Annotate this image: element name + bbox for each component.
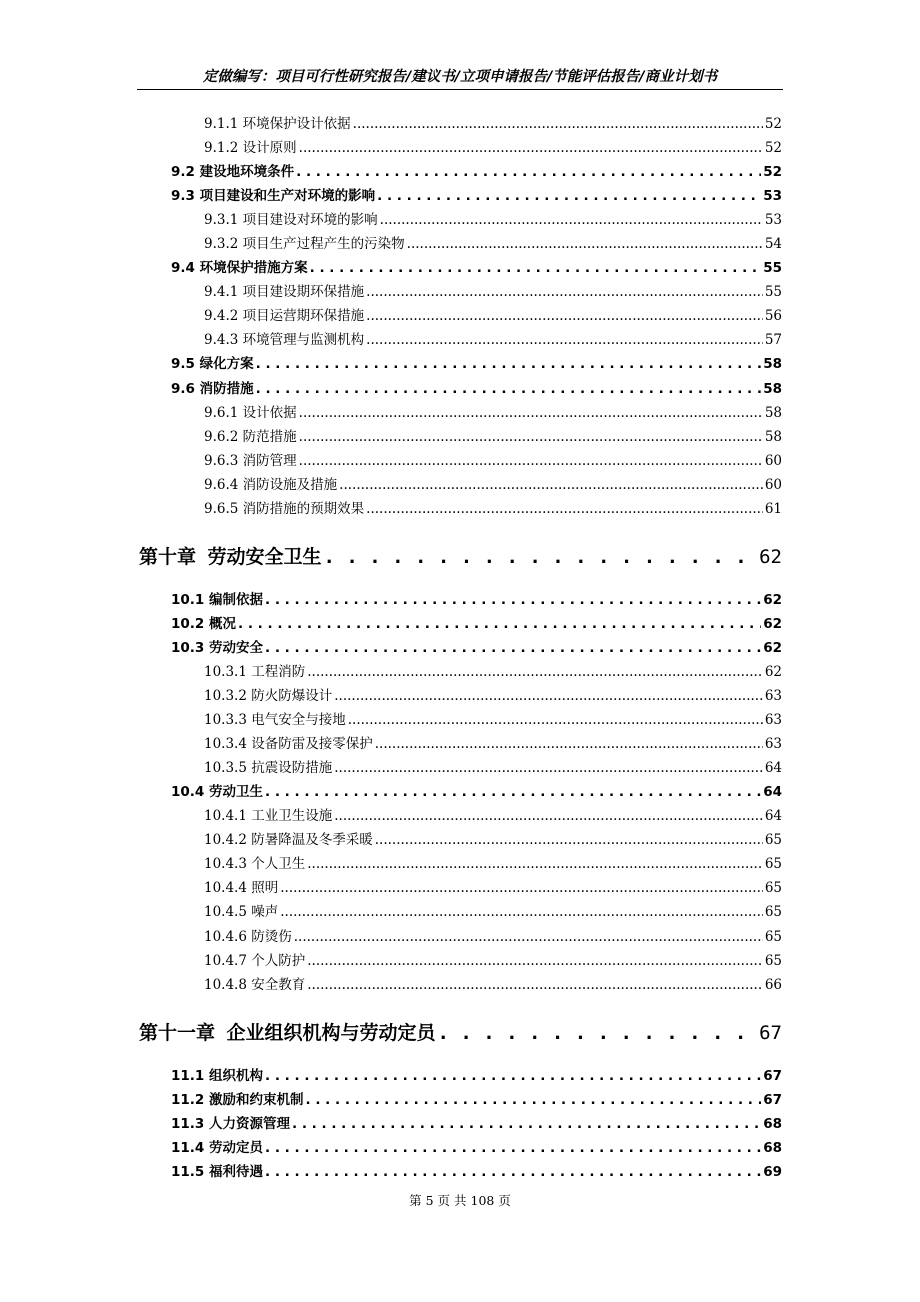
toc-page-number: 65: [764, 904, 782, 920]
toc-leader-dots: [265, 780, 761, 804]
toc-page-number: 62: [763, 640, 782, 656]
toc-entry-title: 9.3.2 项目生产过程产生的污染物: [204, 236, 405, 252]
toc-subsection-entry[interactable]: [204, 280, 782, 304]
toc-entry-title: 10.4.4 照明: [204, 880, 279, 896]
toc-section-entry[interactable]: [171, 1112, 782, 1136]
toc-section-entry[interactable]: [171, 256, 782, 280]
toc-page-number: 62: [764, 664, 782, 680]
toc-leader-dots: [307, 660, 763, 684]
toc-entry-title: 11.1 组织机构: [171, 1068, 264, 1084]
toc-entry-title: 10.3.4 设备防雷及接零保护: [204, 736, 373, 752]
toc-entry-title: 10.3.3 电气安全与接地: [204, 712, 346, 728]
toc-page-number: 60: [764, 453, 782, 469]
toc-entry-title: 9.3.1 项目建设对环境的影响: [204, 212, 378, 228]
toc-entry-title: 10.4.2 防暑降温及冬季采暖: [204, 832, 373, 848]
toc-leader-dots: [339, 473, 763, 497]
page-footer: 第 5 页 共 108 页: [409, 1193, 511, 1208]
toc-leader-dots: [377, 184, 761, 208]
toc-subsection-entry[interactable]: [204, 804, 782, 828]
toc-entry-title: 11.5 福利待遇: [171, 1164, 264, 1180]
toc-section-entry[interactable]: [171, 184, 782, 208]
toc-page-number: 54: [764, 236, 782, 252]
toc-leader-dots: [265, 588, 761, 612]
toc-leader-dots: [334, 756, 763, 780]
toc-chapter-entry[interactable]: [139, 1018, 782, 1048]
toc-subsection-entry[interactable]: [204, 756, 782, 780]
toc-leader-dots: [366, 328, 763, 352]
toc-entry-title: 10.4 劳动卫生: [171, 784, 264, 800]
toc-subsection-entry[interactable]: [204, 449, 782, 473]
toc-entry-title: 9.2 建设地环境条件: [171, 164, 295, 180]
toc-subsection-entry[interactable]: [204, 684, 782, 708]
toc-entry-title: 11.3 人力资源管理: [171, 1116, 291, 1132]
toc-leader-dots: [265, 636, 761, 660]
toc-subsection-entry[interactable]: [204, 876, 782, 900]
toc-entry-title: 9.6.5 消防措施的预期效果: [204, 501, 365, 517]
toc-leader-dots: [296, 160, 761, 184]
toc-section-entry[interactable]: [171, 160, 782, 184]
toc-page-number: 58: [764, 405, 782, 421]
toc-page-number: 53: [764, 212, 782, 228]
toc-page-number: 69: [763, 1164, 782, 1180]
toc-page-number: 63: [764, 712, 782, 728]
toc-leader-dots: [307, 973, 763, 997]
toc-entry-title: 10.3.5 抗震设防措施: [204, 760, 333, 776]
toc-leader-dots: [265, 1064, 761, 1088]
toc-entry-title: 9.4.3 环境管理与监测机构: [204, 332, 365, 348]
toc-page-number: 68: [763, 1116, 782, 1132]
toc-leader-dots: [334, 804, 763, 828]
toc-leader-dots: [294, 925, 763, 949]
toc-page-number: 67: [759, 1022, 782, 1044]
toc-leader-dots: [265, 1160, 761, 1184]
toc-page-number: 61: [764, 501, 782, 517]
toc-leader-dots: [366, 280, 763, 304]
toc-subsection-entry[interactable]: [204, 925, 782, 949]
toc-leader-dots: [299, 401, 763, 425]
toc-leader-dots: [292, 1112, 761, 1136]
toc-subsection-entry[interactable]: [204, 136, 782, 160]
toc-leader-dots: [280, 876, 763, 900]
toc-page-number: 55: [764, 284, 782, 300]
toc-page-number: 55: [763, 260, 782, 276]
toc-subsection-entry[interactable]: [204, 732, 782, 756]
toc-entry-title: 10.1 编制依据: [171, 592, 264, 608]
page-header: 定做编写：项目可行性研究报告/建议书/立项申请报告/节能评估报告/商业计划书: [202, 69, 718, 85]
toc-leader-dots: [375, 732, 763, 756]
toc-entry-title: 9.6.3 消防管理: [204, 453, 297, 469]
toc-entry-title: 9.4 环境保护措施方案: [171, 260, 308, 276]
toc-subsection-entry[interactable]: [204, 401, 782, 425]
toc-leader-dots: [307, 949, 763, 973]
toc-subsection-entry[interactable]: [204, 660, 782, 684]
toc-entry-title: 10.4.8 安全教育: [204, 977, 306, 993]
toc-leader-dots: [353, 112, 763, 136]
toc-entry-title: 9.6 消防措施: [171, 381, 254, 397]
toc-subsection-entry[interactable]: [204, 900, 782, 924]
toc-leader-dots: [299, 136, 763, 160]
toc-page-number: 64: [764, 808, 782, 824]
toc-page-number: 67: [763, 1092, 782, 1108]
toc-page-number: 64: [763, 784, 782, 800]
toc-leader-dots: [407, 232, 763, 256]
toc-entry-title: 9.4.1 项目建设期环保措施: [204, 284, 365, 300]
toc-leader-dots: [334, 684, 763, 708]
toc-entry-title: 10.3.2 防火防爆设计: [204, 688, 333, 704]
toc-leader-dots: [238, 612, 761, 636]
toc-section-entry[interactable]: [171, 1160, 782, 1184]
toc-page-number: 52: [763, 164, 782, 180]
toc-subsection-entry[interactable]: [204, 949, 782, 973]
toc-section-entry[interactable]: [171, 780, 782, 804]
toc-page-number: 58: [764, 429, 782, 445]
toc-leader-dots: [375, 828, 763, 852]
toc-subsection-entry[interactable]: [204, 208, 782, 232]
toc-subsection-entry[interactable]: [204, 328, 782, 352]
toc-subsection-entry[interactable]: [204, 112, 782, 136]
toc-entry-title: 10.4.3 个人卫生: [204, 856, 306, 872]
toc-entry-title: 9.4.2 项目运营期环保措施: [204, 308, 365, 324]
toc-page-number: 58: [763, 356, 782, 372]
toc-subsection-entry[interactable]: [204, 232, 782, 256]
toc-section-entry[interactable]: [171, 588, 782, 612]
toc-section-entry[interactable]: [171, 636, 782, 660]
toc-entry-title: 11.4 劳动定员: [171, 1140, 264, 1156]
toc-subsection-entry[interactable]: [204, 828, 782, 852]
toc-entry-title: 10.3.1 工程消防: [204, 664, 306, 680]
toc-entry-title: 10.4.6 防烫伤: [204, 929, 292, 945]
toc-entry-title: 11.2 激励和约束机制: [171, 1092, 304, 1108]
toc-page-number: 62: [763, 616, 782, 632]
toc-entry-title: 10.2 概况: [171, 616, 237, 632]
toc-leader-dots: [323, 542, 757, 572]
toc-entry-title: 10.4.5 噪声: [204, 904, 279, 920]
toc-leader-dots: [299, 449, 763, 473]
toc-leader-dots: [256, 352, 762, 376]
toc-chapter-entry[interactable]: [139, 542, 782, 572]
toc-page-number: 63: [764, 688, 782, 704]
toc-subsection-entry[interactable]: [204, 708, 782, 732]
toc-page-number: 65: [764, 953, 782, 969]
toc-subsection-entry[interactable]: [204, 304, 782, 328]
toc-section-entry[interactable]: [171, 377, 782, 401]
toc-page-number: 68: [763, 1140, 782, 1156]
toc-page-number: 52: [764, 140, 782, 156]
toc-section-entry[interactable]: [171, 1136, 782, 1160]
toc-page-number: 65: [764, 880, 782, 896]
toc-page-number: 56: [764, 308, 782, 324]
toc-leader-dots: [380, 208, 763, 232]
toc-leader-dots: [366, 304, 763, 328]
toc-entry-title: 9.1.1 环境保护设计依据: [204, 116, 351, 132]
toc-section-entry[interactable]: [171, 612, 782, 636]
toc-page-number: 63: [764, 736, 782, 752]
toc-page-number: 60: [764, 477, 782, 493]
toc-entry-title: 第十章 劳动安全卫生: [139, 546, 322, 568]
toc-leader-dots: [437, 1018, 757, 1048]
toc-entry-title: 9.5 绿化方案: [171, 356, 254, 372]
toc-section-entry[interactable]: [171, 1088, 782, 1112]
toc-entry-title: 9.3 项目建设和生产对环境的影响: [171, 188, 376, 204]
toc-page-number: 62: [759, 546, 782, 568]
toc-entry-title: 9.6.2 防范措施: [204, 429, 297, 445]
toc-subsection-entry[interactable]: [204, 852, 782, 876]
toc-page-number: 64: [764, 760, 782, 776]
toc-subsection-entry[interactable]: [204, 497, 782, 521]
toc-page-number: 65: [764, 929, 782, 945]
toc-leader-dots: [366, 497, 763, 521]
toc-page-number: 57: [764, 332, 782, 348]
toc-page-number: 66: [764, 977, 782, 993]
toc-leader-dots: [265, 1136, 761, 1160]
toc-page-number: 65: [764, 856, 782, 872]
toc-entry-title: 10.4.7 个人防护: [204, 953, 306, 969]
toc-leader-dots: [307, 852, 763, 876]
toc-page-number: 58: [763, 381, 782, 397]
toc-page-number: 65: [764, 832, 782, 848]
toc-leader-dots: [299, 425, 763, 449]
toc-section-entry[interactable]: [171, 1064, 782, 1088]
toc-subsection-entry[interactable]: [204, 425, 782, 449]
toc-entry-title: 9.6.1 设计依据: [204, 405, 297, 421]
toc-entry-title: 9.1.2 设计原则: [204, 140, 297, 156]
toc-leader-dots: [256, 377, 762, 401]
toc-leader-dots: [310, 256, 762, 280]
toc-entry-title: 10.3 劳动安全: [171, 640, 264, 656]
toc-entry-title: 10.4.1 工业卫生设施: [204, 808, 333, 824]
toc-page-number: 52: [764, 116, 782, 132]
toc-entry-title: 9.6.4 消防设施及措施: [204, 477, 338, 493]
toc-page-number: 53: [763, 188, 782, 204]
toc-subsection-entry[interactable]: [204, 973, 782, 997]
toc-page-number: 67: [763, 1068, 782, 1084]
toc-leader-dots: [280, 900, 763, 924]
toc-leader-dots: [348, 708, 763, 732]
toc-subsection-entry[interactable]: [204, 473, 782, 497]
toc-leader-dots: [306, 1088, 762, 1112]
toc-entry-title: 第十一章 企业组织机构与劳动定员: [139, 1022, 436, 1044]
toc-page-number: 62: [763, 592, 782, 608]
toc-section-entry[interactable]: [171, 352, 782, 376]
